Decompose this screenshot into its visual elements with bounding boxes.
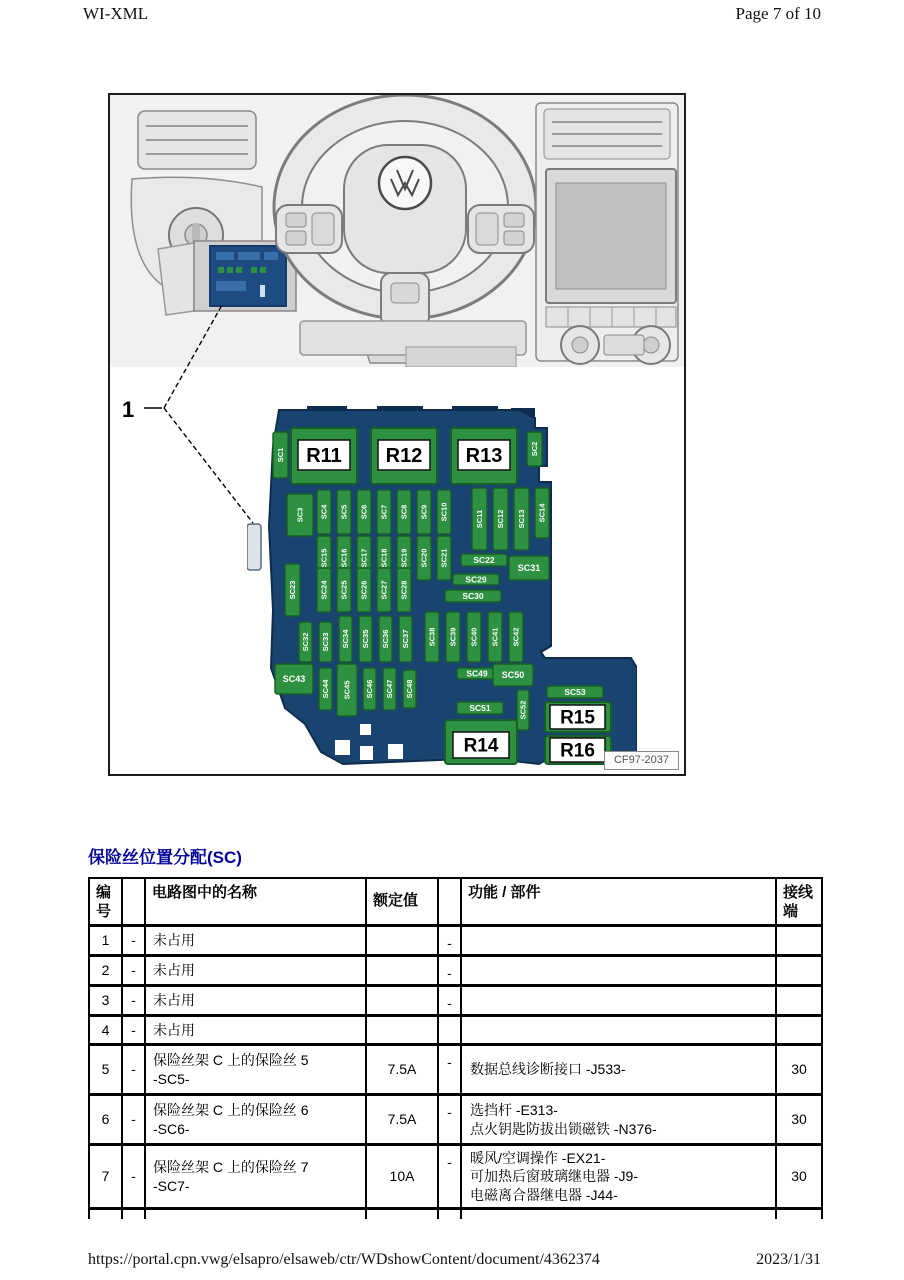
cell-dash2: - [438,985,461,1015]
cell-number: 1 [89,925,122,955]
cell-name: 未占用 [145,925,366,955]
cell-dash2: - [438,1045,461,1095]
svg-text:SC38: SC38 [427,627,437,647]
svg-text:SC21: SC21 [439,548,449,568]
svg-text:SC7: SC7 [379,504,389,520]
cell-dash: - [122,985,145,1015]
table-row [89,1145,822,1209]
cell-function [461,1016,776,1045]
callout-number: 1 [122,397,135,422]
svg-text:R11: R11 [306,445,342,467]
svg-text:SC5: SC5 [339,504,349,520]
svg-text:SC12: SC12 [496,509,505,529]
cell-dash2 [438,1016,461,1045]
page-footer [88,1251,821,1269]
svg-text:SC6: SC6 [359,504,369,520]
cell-dash: - [122,1045,145,1095]
table-row [89,1045,822,1095]
column-header [438,878,461,925]
svg-text:SC8: SC8 [399,504,409,520]
cell-rating [366,925,438,955]
svg-text:SC46: SC46 [365,679,374,699]
cell-rating [366,955,438,985]
svg-text:R13: R13 [465,445,503,467]
table-row [89,985,822,1015]
cell-name: 保险丝架 C 上的保险丝 6 -SC6- [145,1095,366,1145]
cell-empty [145,1209,366,1219]
cell-empty [366,1209,438,1219]
cell-empty [776,1209,822,1219]
svg-text:SC37: SC37 [401,629,410,649]
column-header: 额定值 [366,878,438,925]
cell-dash2: - [438,1095,461,1145]
svg-text:SC52: SC52 [518,700,528,720]
svg-text:SC35: SC35 [361,629,370,649]
svg-text:SC25: SC25 [339,580,349,600]
callout-line-to-diagram [164,408,253,523]
svg-text:SC42: SC42 [511,627,521,647]
svg-text:SC23: SC23 [288,580,297,600]
cell-rating [366,985,438,1015]
cell-dash: - [122,1016,145,1045]
svg-text:SC3: SC3 [295,507,305,523]
svg-text:R16: R16 [560,740,595,762]
cell-terminal [776,985,822,1015]
svg-text:SC45: SC45 [342,680,352,700]
cell-rating: 10A [366,1145,438,1209]
cell-dash2: - [438,1145,461,1209]
svg-text:SC48: SC48 [405,679,414,699]
cell-dash2: - [438,925,461,955]
svg-text:SC32: SC32 [301,632,310,652]
svg-text:SC10: SC10 [439,502,449,522]
svg-text:SC28: SC28 [399,580,409,600]
cell-function [461,985,776,1015]
cell-function: 选挡杆 -E313- 点火钥匙防拔出锁磁铁 -N376- [461,1095,776,1145]
column-header [122,878,145,925]
svg-text:SC15: SC15 [319,548,329,568]
cell-rating: 7.5A [366,1045,438,1095]
svg-text:SC36: SC36 [381,629,390,649]
table-header-row [89,878,822,925]
column-header: 功能 / 部件 [461,878,776,925]
footer-date: 2023/1/31 [756,1251,821,1268]
table-row [89,1095,822,1145]
header-page-number: Page 7 of 10 [735,4,821,23]
svg-text:SC40: SC40 [469,627,479,647]
svg-text:SC24: SC24 [319,580,329,600]
cell-rating [366,1016,438,1045]
svg-text:SC16: SC16 [339,548,349,568]
cell-empty [438,1209,461,1219]
fuse-table-wrapper [88,877,821,1219]
svg-text:SC1: SC1 [276,447,285,463]
svg-text:SC2: SC2 [530,441,539,457]
table-row [89,955,822,985]
cell-name: 未占用 [145,985,366,1015]
cell-empty [89,1209,122,1219]
header-doc-type: WI-XML [83,4,149,23]
cell-dash: - [122,955,145,985]
column-header: 接线端 [776,878,822,925]
cell-function: 暖风/空调操作 -EX21- 可加热后窗玻璃继电器 -J9- 电磁离合器继电器 -J44- [461,1145,776,1209]
svg-text:SC43: SC43 [282,674,306,684]
cell-terminal [776,925,822,955]
svg-text:SC50: SC50 [501,670,525,680]
cell-number: 6 [89,1095,122,1145]
svg-text:SC17: SC17 [359,548,369,568]
svg-text:R12: R12 [385,445,423,467]
page-header [83,4,821,24]
svg-text:SC53: SC53 [564,687,586,697]
svg-text:SC4: SC4 [319,504,329,520]
table-row [89,1016,822,1045]
svg-text:SC26: SC26 [359,580,369,600]
svg-text:SC27: SC27 [379,580,389,600]
cell-number: 4 [89,1016,122,1045]
fusebox-location-figure [108,93,686,776]
svg-text:SC9: SC9 [419,504,429,520]
cell-terminal [776,1016,822,1045]
callout-overlay [110,95,688,778]
svg-text:SC47: SC47 [385,679,394,699]
svg-text:SC44: SC44 [321,679,330,699]
cell-number: 2 [89,955,122,985]
cell-empty [461,1209,776,1219]
svg-text:SC14: SC14 [537,503,547,523]
svg-text:SC20: SC20 [419,548,429,568]
svg-text:SC18: SC18 [379,548,389,568]
cell-number: 5 [89,1045,122,1095]
cell-terminal [776,955,822,985]
section-title: 保险丝位置分配(SC) [88,848,242,867]
cell-name: 保险丝架 C 上的保险丝 5 -SC5- [145,1045,366,1095]
fuse-table [88,877,823,1219]
cell-function [461,925,776,955]
footer-url: https://portal.cpn.vwg/elsapro/elsaweb/ctr/WDshowContent/document/4362374 [88,1251,600,1268]
cell-rating: 7.5A [366,1095,438,1145]
cell-terminal: 30 [776,1045,822,1095]
svg-text:SC39: SC39 [448,627,458,647]
svg-text:SC33: SC33 [321,632,330,652]
cell-number: 3 [89,985,122,1015]
cell-name: 未占用 [145,955,366,985]
table-row-cutoff [89,1209,822,1219]
column-header: 编号 [89,878,122,925]
svg-text:R15: R15 [560,707,595,729]
svg-text:R14: R14 [463,735,499,757]
callout-line-to-photo [164,305,222,408]
cell-dash2: - [438,955,461,985]
cell-name: 保险丝架 C 上的保险丝 7 -SC7- [145,1145,366,1209]
svg-text:SC51: SC51 [469,703,491,713]
table-row [89,925,822,955]
svg-text:SC30: SC30 [462,591,484,601]
cell-dash: - [122,1145,145,1209]
svg-text:SC29: SC29 [465,574,487,585]
svg-text:SC49: SC49 [466,668,488,679]
svg-text:SC13: SC13 [517,509,526,529]
cell-name: 未占用 [145,1016,366,1045]
svg-text:SC41: SC41 [490,627,500,647]
figure-code-label: CF97-2037 [604,751,679,770]
column-header: 电路图中的名称 [145,878,366,925]
svg-text:SC22: SC22 [473,555,495,565]
cell-dash: - [122,925,145,955]
cell-function [461,955,776,985]
svg-text:SC31: SC31 [517,563,541,573]
svg-text:SC19: SC19 [399,548,409,568]
cell-dash: - [122,1095,145,1145]
cell-terminal: 30 [776,1145,822,1209]
svg-text:SC34: SC34 [341,629,350,649]
cell-number: 7 [89,1145,122,1209]
cell-empty [122,1209,145,1219]
svg-text:SC11: SC11 [475,509,484,529]
cell-terminal: 30 [776,1095,822,1145]
cell-function: 数据总线诊断接口 -J533- [461,1045,776,1095]
